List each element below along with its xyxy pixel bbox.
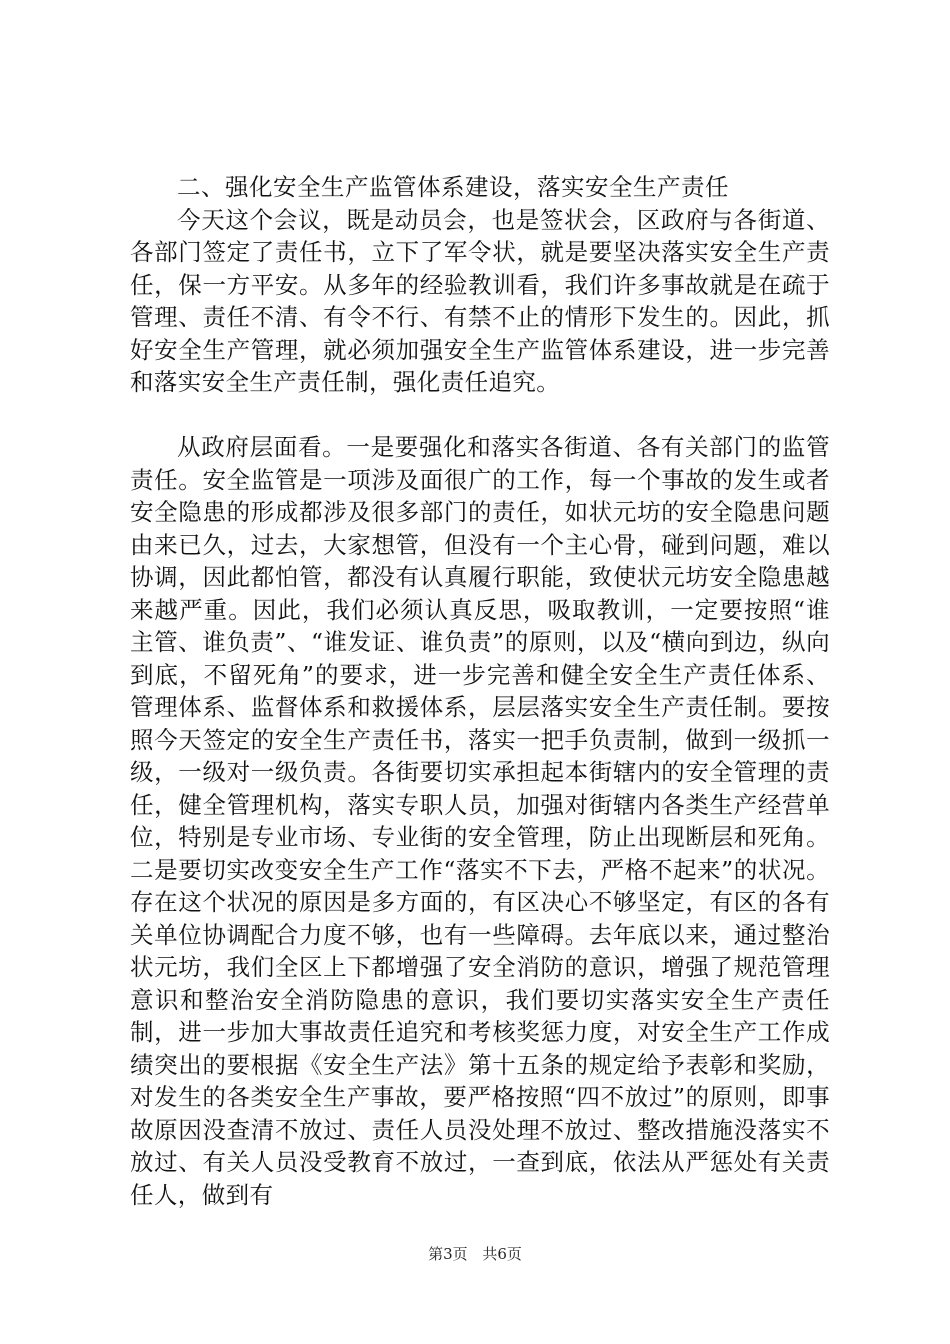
page-number: 第3页: [428, 1245, 468, 1263]
document-body: [130, 171, 830, 1211]
page-total: 共6页: [482, 1245, 522, 1263]
paragraph-government-level: 从政府层面看。一是要强化和落实各街道、各有关部门的监管责任。安全监管是一项涉及面很广的工作，每一个事故的发生或者安全隐患的形成都涉及很多部门的责任，如状元坊的安全隐患问题由来已久，过去，大家想管，但没有一个主心骨，碰到问题，难以协调，因此都怕管，都没有认真履行职能，致使状元坊安全隐患越来越严重。因此，我们必须认真反思，吸取教训，一定要按照“谁主管、谁负责”、“谁发证、谁负责”的原则，以及“横向到边，纵向到底，不留死角”的要求，进一步完善和健全安全生产责任体系、管理体系、监督体系和救援体系，层层落实安全生产责任制。要按照今天签定的安全生产责任书，落实一把手负责制，做到一级抓一级，一级对一级负责。各街要切实承担起本街辖内的安全管理的责任，健全管理机构，落实专职人员，加强对街辖内各类生产经营单位，特别是专业市场、专业街的安全管理，防止出现断层和死角。二是要切实改变安全生产工作“落实不下去，严格不起来”的状况。存在这个状况的原因是多方面的，有区决心不够坚定，有区的各有关单位协调配合力度不够，也有一些障碍。去年底以来，通过整治状元坊，我们全区上下都增强了安全消防的意识，增强了规范管理意识和整治安全消防隐患的意识，我们要切实落实安全生产责任制，进一步加大事故责任追究和考核奖惩力度，对安全生产工作成绩突出的要根据《安全生产法》第十五条的规定给予表彰和奖励，对发生的各类安全生产事故，要严格按照“四不放过”的原则，即事故原因没查清不放过、责任人员没处理不放过、整改措施没落实不放过、有关人员没受教育不放过，一查到底，依法从严惩处有关责任人，做到有: [130, 433, 830, 1209]
section-heading: 二、强化安全生产监管体系建设，落实安全生产责任: [177, 173, 729, 201]
paragraph-intro: 今天这个会议，既是动员会，也是签状会，区政府与各街道、各部门签定了责任书，立下了军令状，就是要坚决落实安全生产责任，保一方平安。从多年的经验教训看，我们许多事故就是在疏于管理、责任不清、有令不行、有禁不止的情形下发生的。因此，抓好安全生产管理，就必须加强安全生产监管体系建设，进一步完善和落实安全生产责任制，强化责任追究。: [130, 205, 830, 396]
page-footer: [0, 1244, 950, 1264]
